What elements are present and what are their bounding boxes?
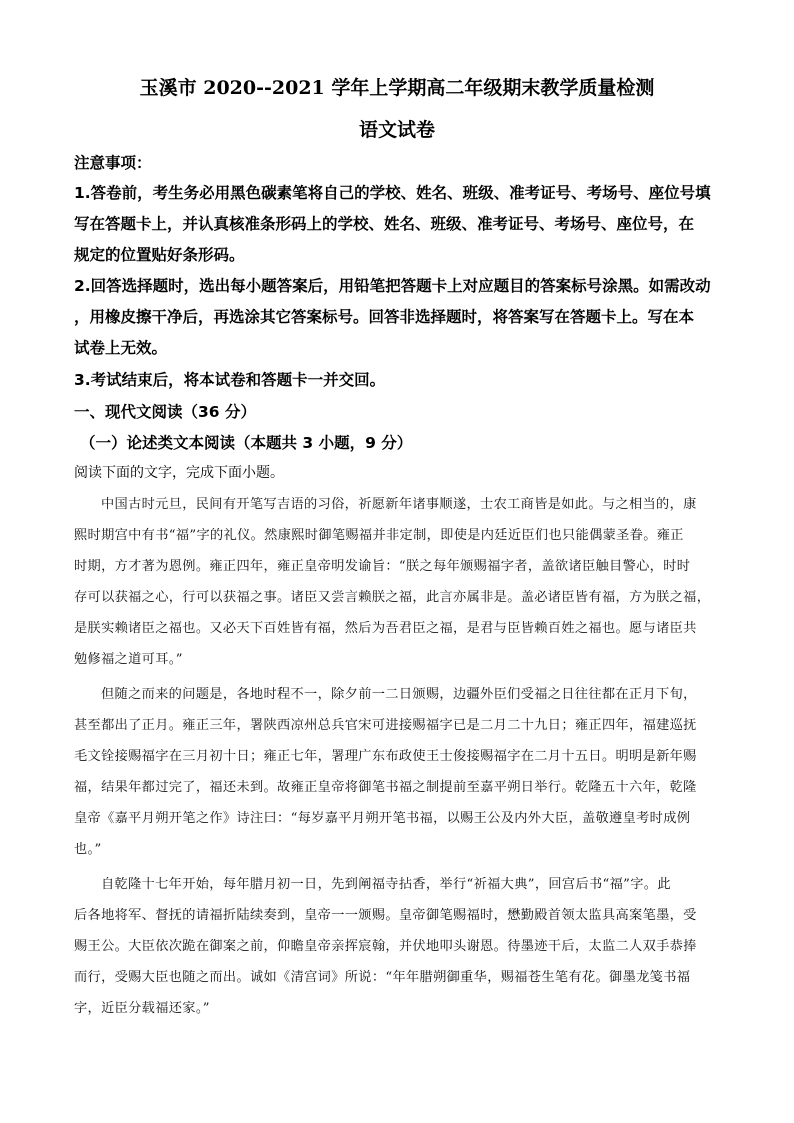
- exam-title: 玉溪市 2020--2021 学年上学期高二年级期末教学质量检测: [139, 77, 655, 99]
- passage-line: 而行，受赐大臣也随之而出。诚如《清宫词》所说：“年年腊朔御重华，赐福苍生笔有花。御墨龙笺书福: [74, 970, 691, 985]
- passage-line: 时期，方才著为恩例。雍正四年，雍正皇帝明发谕旨：“朕之每年颁赐福字者，盖欲诸臣触目警心，时时: [74, 559, 691, 574]
- subsection-heading: （一）论述类文本阅读（本题共 3 小题，9 分）: [80, 434, 413, 452]
- passage-line: 存可以获福之心，行可以获福之事。诸臣又尝言赖朕之福，此言亦属非是。盖必诸臣皆有福，方为朕之福，: [74, 590, 711, 605]
- passage-line: 后各地将军、督抚的请福折陆续奏到，皇帝一一颁赐。皇帝御笔赐福时，懋勤殿首领太监具高案笔墨，受: [74, 908, 697, 923]
- passage-line: 但随之而来的问题是，各地时程不一，除夕前一二日颁赐，边疆外臣们受福之日往往都在正月下旬，: [101, 687, 697, 702]
- exam-subtitle: 语文试卷: [358, 119, 435, 141]
- passage-line: 赐王公。大臣依次跪在御案之前，仰瞻皇帝亲挥宸翰，并伏地叩头谢恩。待墨迹干后，太监二人双手恭捧: [74, 939, 697, 954]
- notice-line: 写在答题卡上，并认真核准条形码上的学校、姓名、班级、准考证号、考场号、座位号，在: [74, 215, 695, 233]
- reading-instruction: 阅读下面的文字，完成下面小题。: [74, 465, 284, 481]
- passage-line: 中国古时元旦，民间有开笔写吉语的习俗，祈愿新年诸事顺遂，士农工商皆是如此。与之相当的，康: [101, 497, 697, 512]
- passage-line: 也。”: [74, 842, 102, 857]
- notice-line: 2.回答选择题时，选出每小题答案后，用铅笔把答题卡上对应题目的答案标号涂黑。如需改动: [74, 277, 711, 295]
- passage-line: 勉修福之道可耳。”: [74, 652, 183, 667]
- notice-heading: 注意事项：: [74, 154, 152, 172]
- section-heading: 一、现代文阅读（36 分）: [74, 403, 256, 421]
- passage-line: 自乾隆十七年开始，每年腊月初一日，先到阐福寺拈香，举行“祈福大典”，回宫后书“福”字。此: [101, 877, 671, 892]
- notice-line: 规定的位置贴好条形码。: [74, 246, 245, 264]
- notice-line: 试卷上无效。: [74, 339, 168, 357]
- notice-line: 3.考试结束后，将本试卷和答题卡一并交回。: [74, 371, 386, 389]
- passage-line: 毛文铨接赐福字在三月初十日；雍正七年，署理广东布政使王士俊接赐福字在二月十五日。明明是新年赐: [74, 749, 697, 764]
- passage-line: 是朕实赖诸臣之福也。又必天下百姓皆有福，然后为吾君臣之福，是君与臣皆赖百姓之福也。愿与诸臣共: [74, 621, 697, 636]
- notice-line: 1.答卷前，考生务必用黑色碳素笔将自己的学校、姓名、班级、准考证号、考场号、座位号填: [74, 184, 711, 202]
- notice-line: ，用橡皮擦干净后，再选涂其它答案标号。回答非选择题时，将答案写在答题卡上。写在本: [74, 308, 695, 326]
- passage-line: 皇帝《嘉平月朔开笔之作》诗注曰：“每岁嘉平月朔开笔书福，以赐王公及内外大臣，盖敬遵皇考时成例: [74, 811, 691, 826]
- passage-line: 福，结果年都过完了，福还未到。故雍正皇帝将御笔书福之制提前至嘉平朔日举行。乾隆五十六年，乾隆: [74, 780, 697, 795]
- passage-line: 甚至都出了正月。雍正三年，署陕西凉州总兵官宋可进接赐福字已是二月二十九日；雍正四年，福建巡抚: [74, 718, 697, 733]
- passage-line: 字，近臣分载福还家。”: [74, 1001, 210, 1016]
- passage-line: 熙时期宫中有书“福”字的礼仪。然康熙时御笔赐福并非定制，即使是内廷近臣们也只能偶蒙圣眷。雍正: [74, 528, 684, 543]
